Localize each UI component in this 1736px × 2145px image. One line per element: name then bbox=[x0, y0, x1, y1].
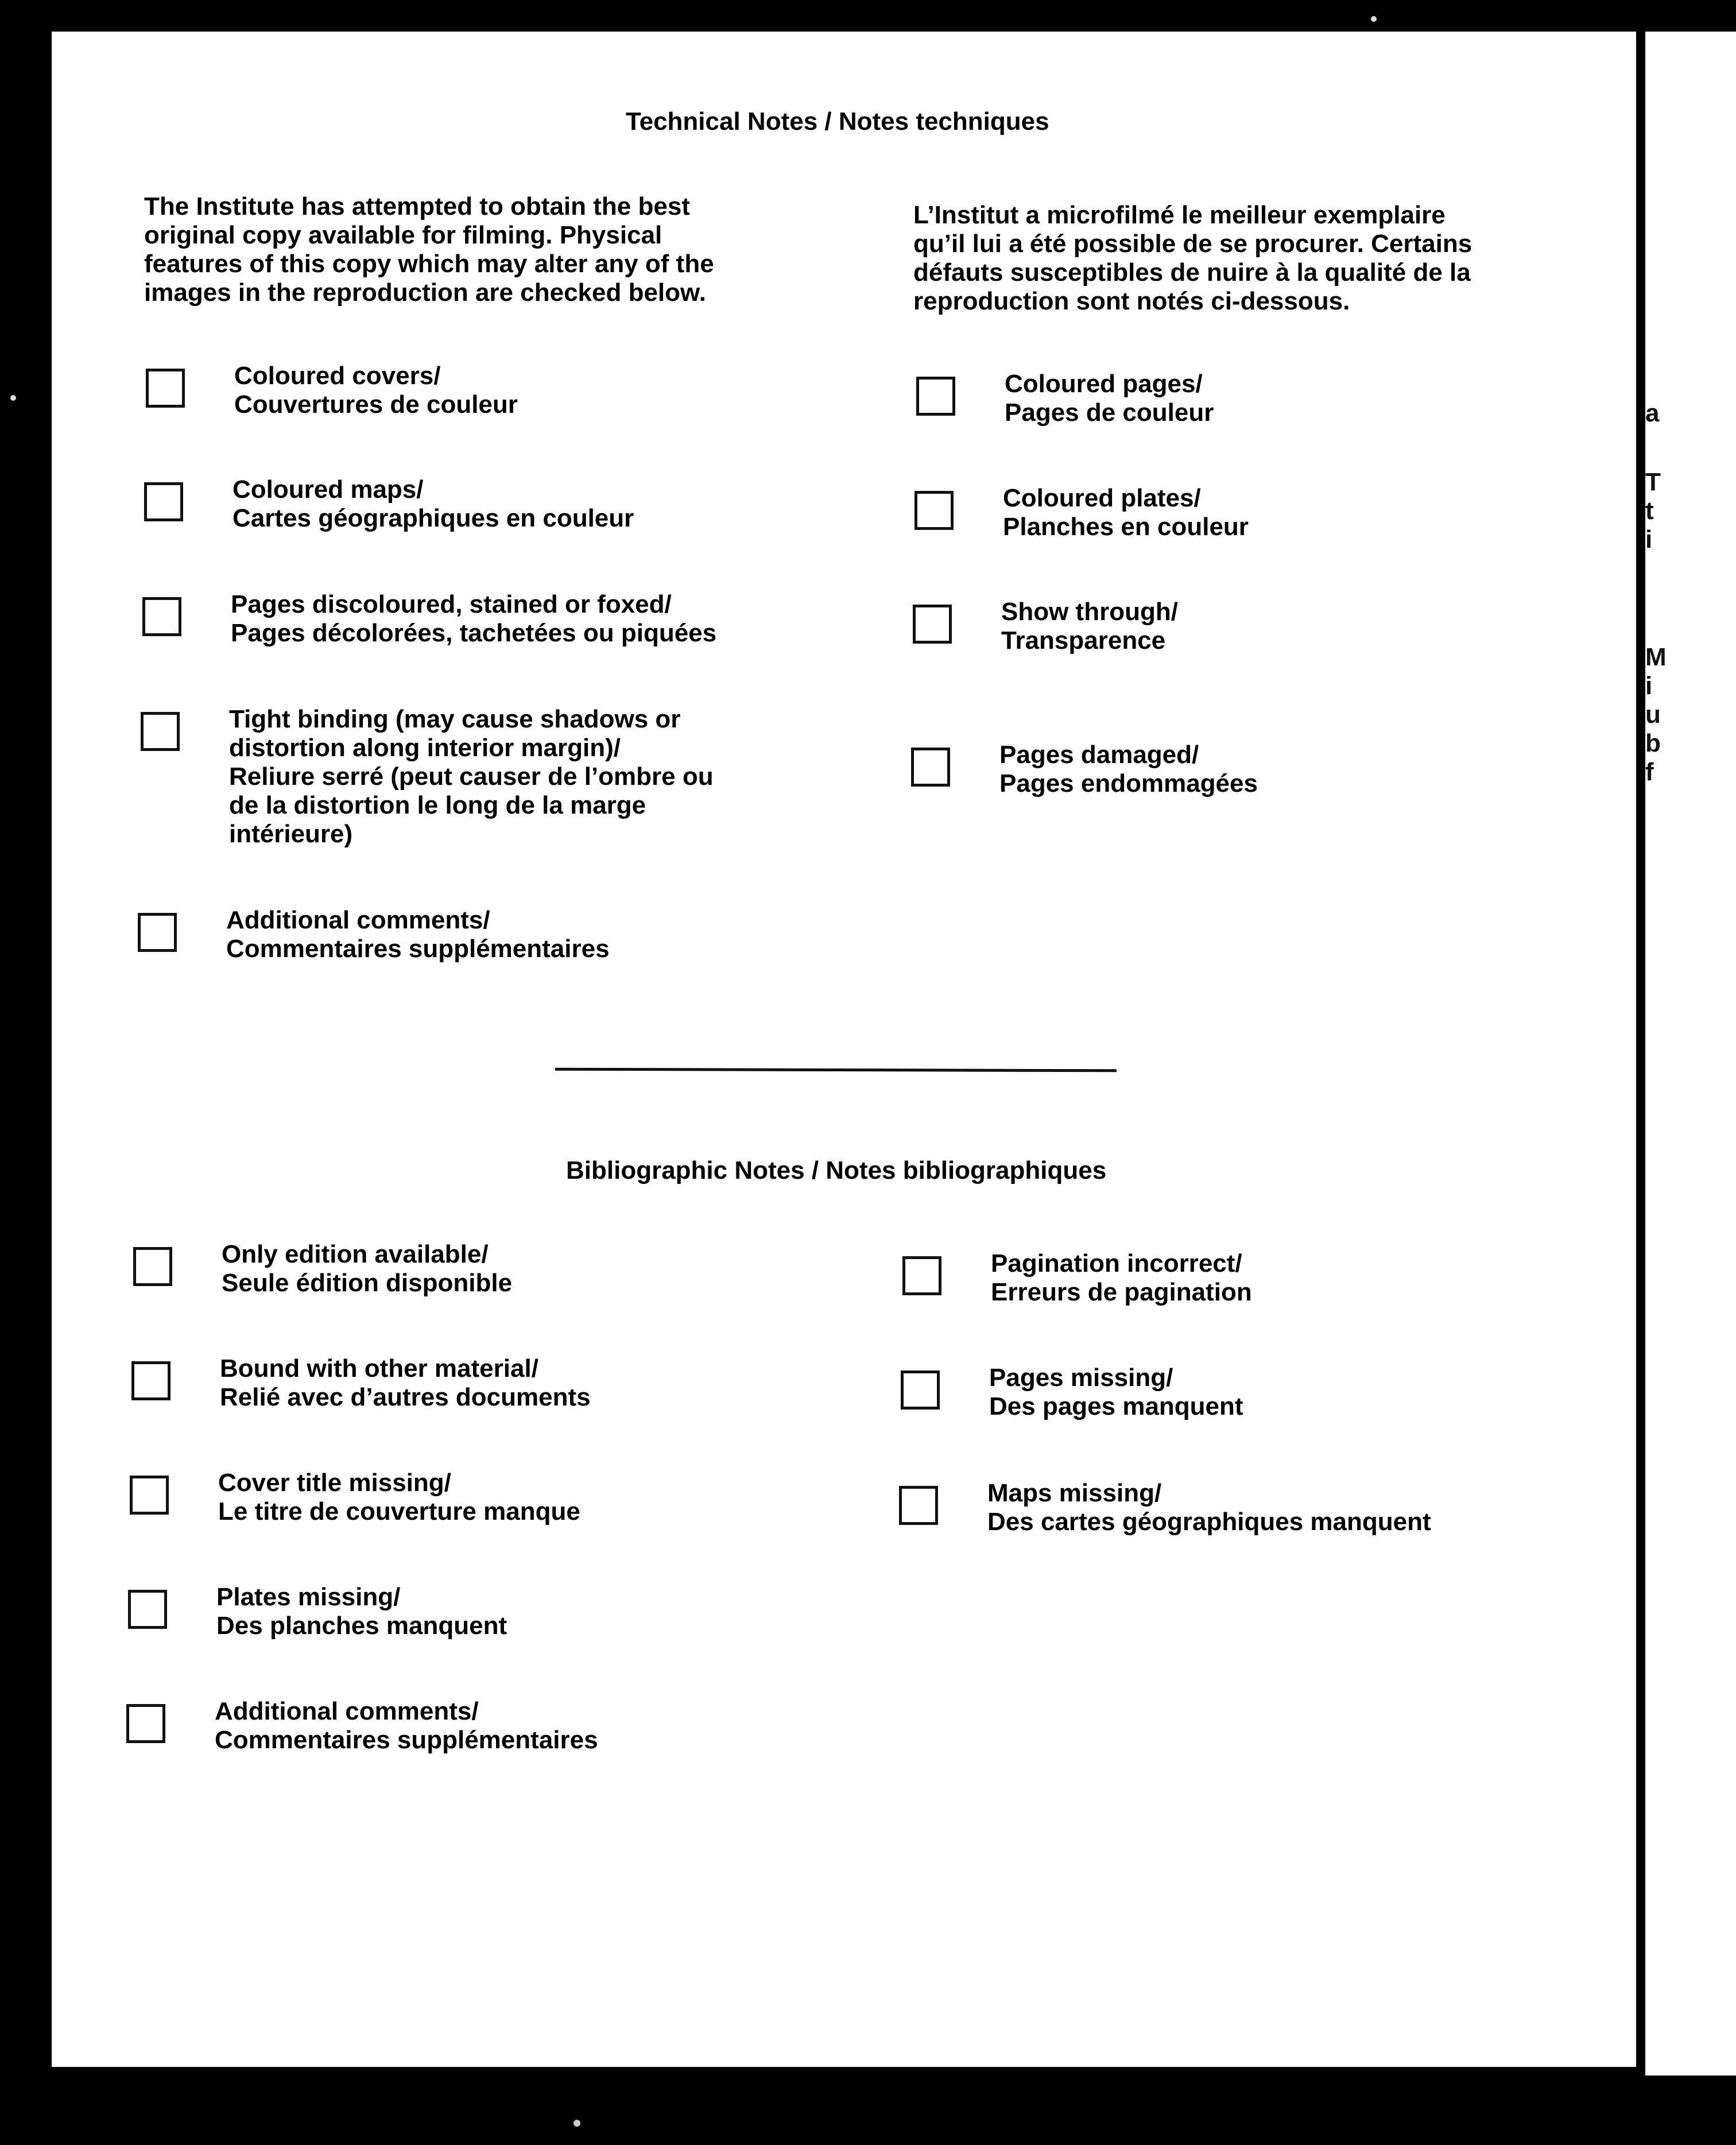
item-label: Erreurs de pagination bbox=[991, 1278, 1252, 1306]
checkbox[interactable] bbox=[902, 1256, 941, 1295]
checkbox[interactable] bbox=[141, 712, 180, 751]
item-label: Pages endommagées bbox=[999, 769, 1258, 797]
checkbox[interactable] bbox=[130, 1476, 169, 1515]
bibliographic-notes-title: Bibliographic Notes / Notes bibliographiques bbox=[566, 1156, 1107, 1184]
item-label: Maps missing/ bbox=[987, 1479, 1162, 1507]
item-label: Seule édition disponible bbox=[222, 1269, 513, 1297]
item-label: Additional comments/ bbox=[215, 1697, 479, 1725]
checklist-item-plates-missing bbox=[128, 1583, 507, 1640]
item-label: Coloured pages/ bbox=[1005, 370, 1203, 398]
item-label: Cartes géographiques en couleur bbox=[232, 504, 634, 532]
adjacent-page-fragment: a bbox=[1645, 399, 1660, 427]
item-label: Reliure serré (peut causer de l’ombre ou bbox=[229, 762, 714, 791]
checklist-item-maps-missing bbox=[899, 1479, 1431, 1536]
checklist-item-pages-missing bbox=[901, 1364, 1243, 1421]
checklist-item-tight-binding bbox=[141, 705, 714, 849]
checklist-item-cover-title-missing bbox=[130, 1469, 580, 1526]
checklist-item-coloured-pages bbox=[916, 370, 1214, 427]
item-label: Pages missing/ bbox=[989, 1364, 1173, 1392]
item-label: Pages damaged/ bbox=[999, 741, 1199, 769]
scan-speck bbox=[574, 2120, 580, 2127]
checklist-item-bound-with-other bbox=[131, 1354, 591, 1412]
item-label: Relié avec d’autres documents bbox=[220, 1383, 591, 1411]
checkbox[interactable] bbox=[901, 1370, 940, 1410]
checklist-item-additional-comments bbox=[138, 906, 610, 963]
item-label: intérieure) bbox=[229, 820, 353, 848]
adjacent-page-edge bbox=[1645, 32, 1736, 2076]
checkbox[interactable] bbox=[916, 377, 955, 416]
item-label: Additional comments/ bbox=[226, 906, 490, 934]
adjacent-page-fragment: t bbox=[1645, 497, 1654, 525]
adjacent-page-fragment: u bbox=[1645, 700, 1661, 729]
intro-line: images in the reproduction are checked below. bbox=[144, 278, 706, 307]
checklist-item-coloured-maps bbox=[144, 475, 634, 533]
checklist-item-pagination-incorrect bbox=[902, 1249, 1252, 1307]
checklist-item-show-through bbox=[913, 598, 1178, 655]
checkbox[interactable] bbox=[144, 482, 183, 521]
checkbox[interactable] bbox=[138, 913, 177, 952]
intro-line: défauts susceptibles de nuire à la qualité de la bbox=[913, 258, 1471, 286]
checklist-item-only-edition bbox=[133, 1240, 513, 1298]
intro-line: original copy available for filming. Physical bbox=[144, 221, 662, 249]
checkbox[interactable] bbox=[911, 748, 950, 787]
intro-line: The Institute has attempted to obtain the best bbox=[144, 192, 690, 220]
item-label: Coloured covers/ bbox=[234, 362, 441, 390]
checkbox[interactable] bbox=[126, 1704, 165, 1743]
item-label: distortion along interior margin)/ bbox=[229, 734, 621, 762]
adjacent-page-fragment: i bbox=[1645, 525, 1653, 553]
checklist-item-additional-comments-biblio bbox=[126, 1697, 598, 1755]
checklist-item-pages-discoloured bbox=[142, 590, 717, 648]
item-label: Des cartes géographiques manquent bbox=[987, 1508, 1431, 1536]
intro-line: qu’il lui a été possible de se procurer. Certains bbox=[913, 230, 1472, 258]
adjacent-page-fragment: T bbox=[1645, 468, 1661, 496]
item-label: de la distortion le long de la marge bbox=[229, 791, 646, 819]
checklist-item-coloured-covers bbox=[146, 362, 518, 419]
technical-notes-title: Technical Notes / Notes techniques bbox=[626, 107, 1049, 135]
adjacent-page-fragment: M bbox=[1645, 643, 1667, 671]
scan-speck bbox=[10, 395, 16, 401]
item-label: Transparence bbox=[1001, 626, 1166, 655]
item-label: Commentaires supplémentaires bbox=[215, 1726, 598, 1754]
item-label: Commentaires supplémentaires bbox=[226, 935, 610, 963]
intro-line: reproduction sont notés ci-dessous. bbox=[913, 287, 1350, 315]
checkbox[interactable] bbox=[133, 1247, 172, 1286]
checkbox[interactable] bbox=[142, 597, 181, 636]
item-label: Des pages manquent bbox=[989, 1392, 1243, 1420]
checklist-item-pages-damaged bbox=[911, 741, 1258, 798]
item-label: Bound with other material/ bbox=[220, 1354, 538, 1383]
item-label: Only edition available/ bbox=[222, 1240, 489, 1268]
item-label: Planches en couleur bbox=[1003, 513, 1249, 541]
checkbox[interactable] bbox=[146, 369, 185, 408]
adjacent-page-fragment: f bbox=[1645, 758, 1654, 786]
item-label: Show through/ bbox=[1001, 598, 1178, 626]
checkbox[interactable] bbox=[131, 1361, 170, 1400]
item-label: Couvertures de couleur bbox=[234, 390, 518, 419]
checkbox[interactable] bbox=[913, 605, 952, 644]
scan-speck bbox=[1371, 16, 1377, 22]
intro-line: features of this copy which may alter any of the bbox=[144, 250, 714, 278]
adjacent-page-fragment: i bbox=[1645, 672, 1653, 700]
checkbox[interactable] bbox=[914, 491, 954, 530]
item-label: Coloured plates/ bbox=[1003, 484, 1201, 512]
document-page bbox=[52, 32, 1636, 2067]
adjacent-page-fragment: b bbox=[1645, 729, 1661, 757]
item-label: Plates missing/ bbox=[216, 1583, 401, 1611]
item-label: Des planches manquent bbox=[216, 1612, 507, 1640]
checklist-item-coloured-plates bbox=[914, 484, 1249, 541]
item-label: Tight binding (may cause shadows or bbox=[229, 705, 681, 733]
item-label: Coloured maps/ bbox=[232, 475, 424, 504]
item-label: Pagination incorrect/ bbox=[991, 1249, 1242, 1277]
checkbox[interactable] bbox=[128, 1590, 167, 1629]
item-label: Cover title missing/ bbox=[218, 1469, 451, 1497]
item-label: Pages discoloured, stained or foxed/ bbox=[231, 590, 672, 618]
item-label: Le titre de couverture manque bbox=[218, 1497, 580, 1525]
intro-line: L’Institut a microfilmé le meilleur exemplaire bbox=[913, 201, 1446, 229]
item-label: Pages décolorées, tachetées ou piquées bbox=[231, 619, 717, 647]
technical-intro-english bbox=[144, 192, 714, 307]
checkbox[interactable] bbox=[899, 1486, 938, 1525]
technical-intro-french bbox=[913, 201, 1472, 316]
item-label: Pages de couleur bbox=[1005, 398, 1214, 427]
